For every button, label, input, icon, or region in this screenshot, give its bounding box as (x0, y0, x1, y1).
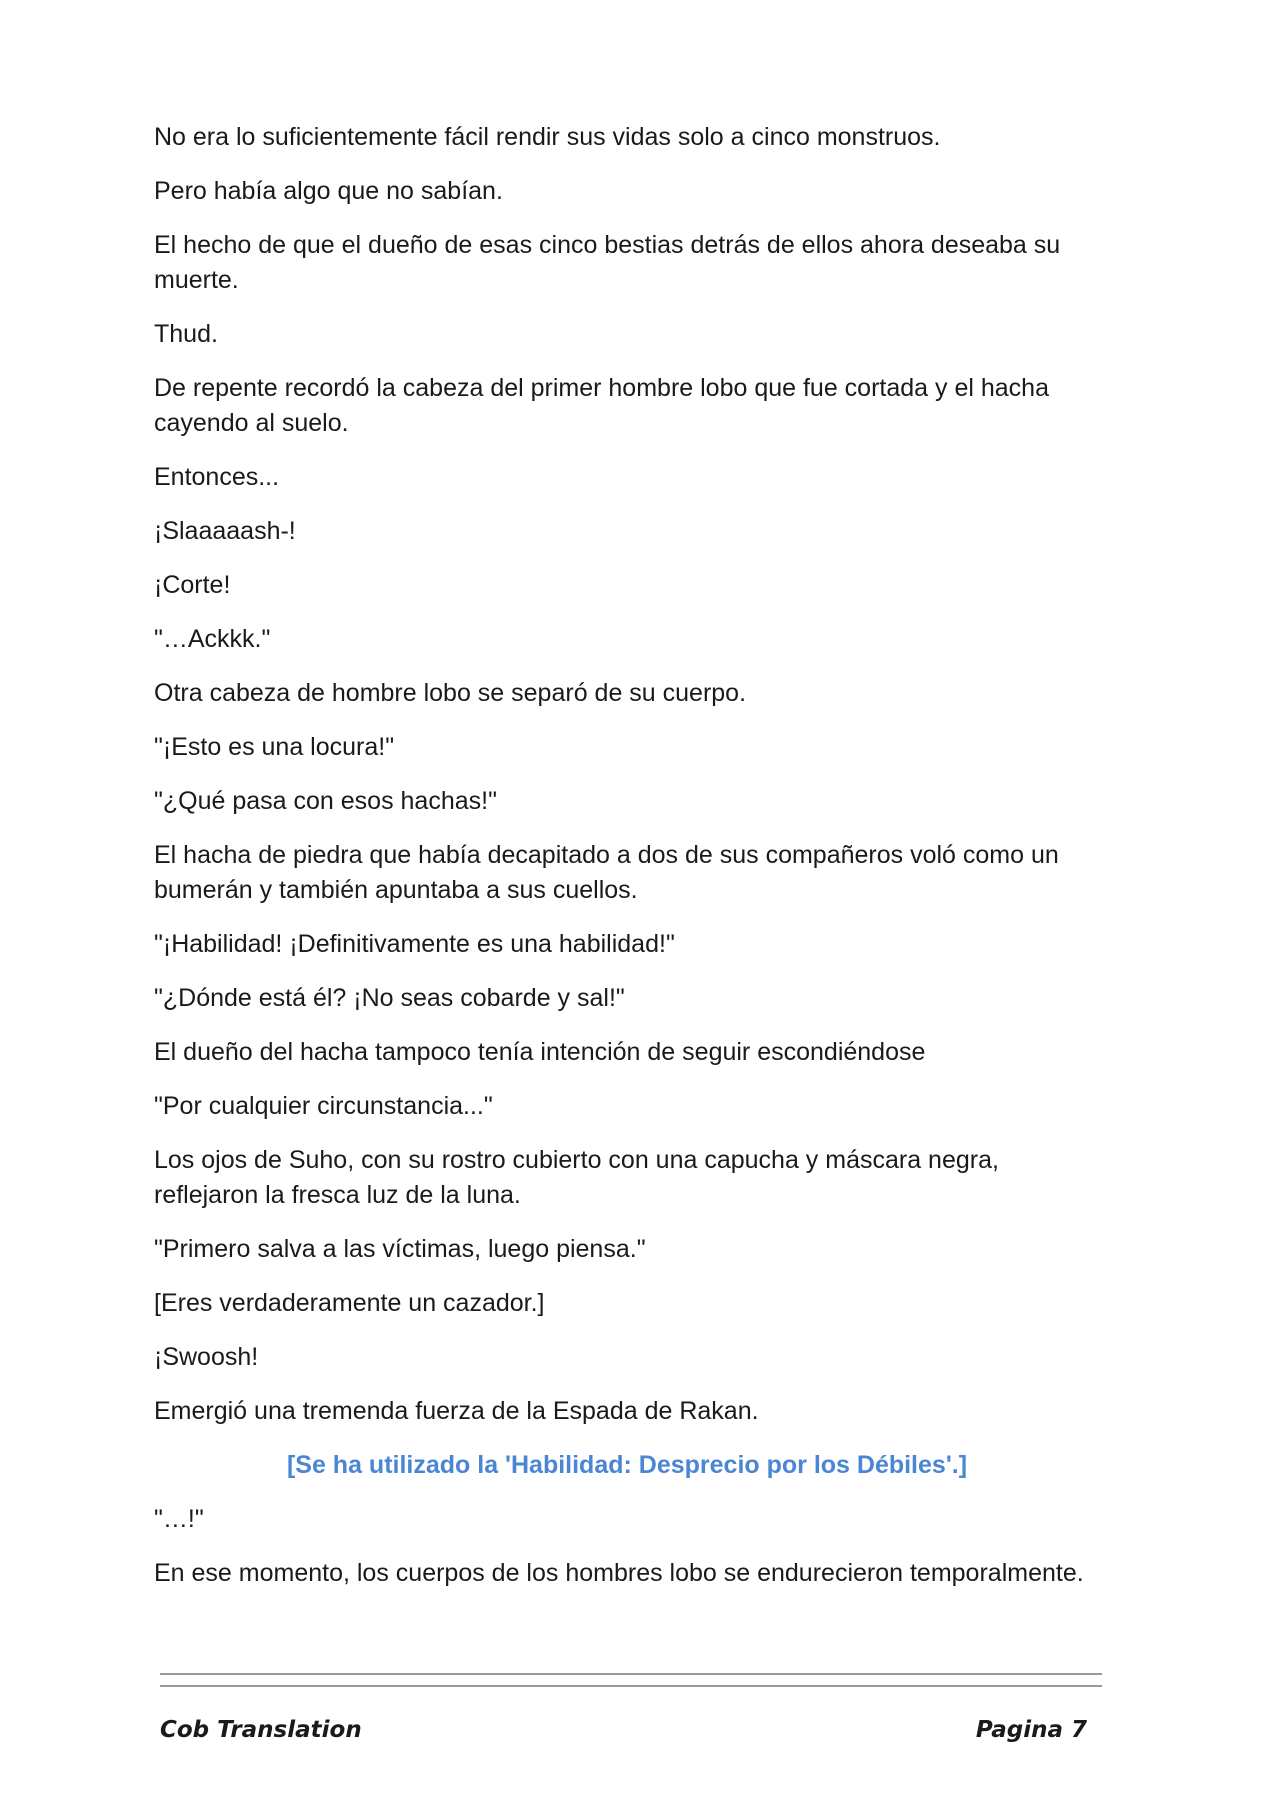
paragraph: "Por cualquier circunstancia..." (154, 1092, 493, 1120)
paragraph: "¡Habilidad! ¡Definitivamente es una habilidad!" (154, 930, 675, 958)
paragraph: "¿Qué pasa con esos hachas!" (154, 787, 497, 815)
paragraph: El hecho de que el dueño de esas cinco bestias detrás de ellos ahora deseaba su muerte. (154, 231, 1061, 294)
paragraph: El hacha de piedra que había decapitado a dos de sus compañeros voló como un bumerán y también apuntaba a sus cuellos. (154, 841, 1059, 904)
paragraph: Emergió una tremenda fuerza de la Espada de Rakan. (154, 1397, 759, 1425)
paragraph: De repente recordó la cabeza del primer hombre lobo que fue cortada y el hacha cayendo al suelo. (154, 374, 1049, 437)
paragraph: "…!" (154, 1505, 204, 1533)
paragraph: [Eres verdaderamente un cazador.] (154, 1289, 545, 1317)
paragraph: "Primero salva a las víctimas, luego piensa." (154, 1235, 646, 1263)
footer-rule-top (160, 1673, 1102, 1675)
paragraph: Otra cabeza de hombre lobo se separó de su cuerpo. (154, 679, 747, 707)
paragraph: "¡Esto es una locura!" (154, 733, 395, 761)
system-message: [Se ha utilizado la 'Habilidad: Desprecio por los Débiles'.] (286, 1451, 968, 1479)
paragraph: En ese momento, los cuerpos de los hombres lobo se endurecieron temporalmente. (154, 1559, 1084, 1587)
page-body (154, 120, 1100, 1610)
paragraph: ¡Slaaaaash-! (154, 517, 296, 545)
paragraph: El dueño del hacha tampoco tenía intención de seguir escondiéndose (154, 1038, 926, 1066)
paragraph: "¿Dónde está él? ¡No seas cobarde y sal!" (154, 984, 625, 1012)
paragraph: "…Ackkk." (154, 625, 271, 653)
paragraph: ¡Corte! (154, 571, 231, 599)
paragraph: Los ojos de Suho, con su rostro cubierto con una capucha y máscara negra, reflejaron la fresca luz de la luna. (154, 1146, 999, 1209)
footer-title: Cob Translation (160, 1717, 362, 1743)
paragraph: No era lo suficientemente fácil rendir sus vidas solo a cinco monstruos. (154, 123, 941, 151)
paragraph: Pero había algo que no sabían. (154, 177, 503, 205)
paragraph: ¡Swoosh! (154, 1343, 259, 1371)
paragraph: Entonces... (154, 463, 280, 491)
footer-page-number: Pagina 7 (975, 1717, 1087, 1743)
paragraph: Thud. (154, 320, 218, 348)
footer-rule-bottom (160, 1685, 1102, 1687)
